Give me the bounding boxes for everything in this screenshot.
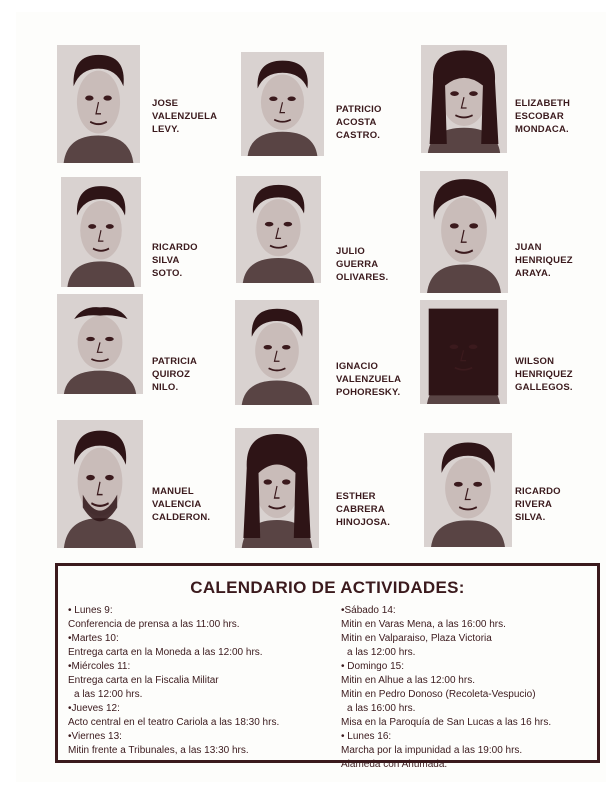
portrait-photo xyxy=(235,428,319,548)
person-name-line: NILO. xyxy=(152,382,179,393)
calendar-day-heading: •Jueves 12: xyxy=(68,703,120,714)
person-name-line: IGNACIO xyxy=(336,361,379,372)
calendar-column-left xyxy=(68,604,338,758)
calendar-activity: Conferencia de prensa a las 11:00 hrs. xyxy=(68,619,240,630)
calendar-day-heading: • Lunes 16: xyxy=(341,731,392,742)
calendar-activity: a las 16:00 hrs. xyxy=(347,703,416,714)
calendar-activity: Alameda con Ahumada. xyxy=(341,759,448,770)
portrait-photo xyxy=(57,45,140,163)
person-name xyxy=(336,103,382,142)
person-name-line: WILSON xyxy=(515,356,555,367)
person-name-line: ESCOBAR xyxy=(515,111,564,122)
person-name-line: CALDERON. xyxy=(152,512,211,523)
calendar-title: CALENDARIO DE ACTIVIDADES: xyxy=(190,578,465,597)
calendar-activity: Entrega carta en la Fiscalia Militar xyxy=(68,675,219,686)
person-name-line: LEVY. xyxy=(152,124,180,135)
person-name-line: JULIO xyxy=(336,246,365,257)
person-name xyxy=(515,241,573,280)
person-name-line: PATRICIO xyxy=(336,104,382,115)
portrait-photo xyxy=(61,177,141,287)
person-name xyxy=(152,485,210,524)
calendar-activity: Mitin en Pedro Donoso (Recoleta-Vespucio) xyxy=(341,689,536,700)
person-name-line: MANUEL xyxy=(152,486,194,497)
person-name-line: SILVA xyxy=(152,255,180,266)
calendar-activity: Mitin en Valparaiso, Plaza Victoria xyxy=(341,633,492,644)
portrait-photo xyxy=(57,420,143,548)
person-name-line: VALENCIA xyxy=(152,499,202,510)
portrait-photo xyxy=(236,176,321,283)
person-name xyxy=(515,355,573,394)
calendar-day-heading: •Miércoles 11: xyxy=(68,661,131,672)
person-name-line: CASTRO. xyxy=(336,130,381,141)
person-name-line: PATRICIA xyxy=(152,356,198,367)
calendar-activity: Misa en la Paroquía de San Lucas a las 16 hrs. xyxy=(341,717,552,728)
person-name-line: JUAN xyxy=(515,242,542,253)
person-name-line: GUERRA xyxy=(336,259,379,270)
calendar-activity: Mitin en Alhue a las 12:00 hrs. xyxy=(341,675,475,686)
person-name xyxy=(515,97,570,136)
person-name xyxy=(152,97,217,136)
person-name-line: HINOJOSA. xyxy=(336,517,391,528)
calendar-day-heading: •Martes 10: xyxy=(68,633,119,644)
person-name-line: ACOSTA xyxy=(336,117,377,128)
person-name-line: OLIVARES. xyxy=(336,272,389,283)
person-name-line: RICARDO xyxy=(515,486,561,497)
person-name-line: RICARDO xyxy=(152,242,198,253)
person-name-line: ESTHER xyxy=(336,491,376,502)
portrait-photo xyxy=(421,45,507,153)
person-name-line: GALLEGOS. xyxy=(515,382,573,393)
person-name-line: RIVERA xyxy=(515,499,553,510)
person-name-line: SILVA. xyxy=(515,512,546,523)
calendar-activity: a las 12:00 hrs. xyxy=(347,647,416,658)
person-name-line: MONDACA. xyxy=(515,124,569,135)
calendar-activity: Acto central en el teatro Cariola a las 18:30 hrs. xyxy=(68,717,280,728)
calendar-activity: Marcha por la impunidad a las 19:00 hrs. xyxy=(341,745,523,756)
person-name xyxy=(336,490,390,529)
person-name xyxy=(152,241,198,280)
person-name xyxy=(336,245,388,284)
person-name-line: HENRIQUEZ xyxy=(515,255,573,266)
portrait-photo xyxy=(235,300,319,405)
calendar-day-heading: • Lunes 9: xyxy=(68,605,113,616)
person-name-line: JOSE xyxy=(152,98,179,109)
calendar-column-right xyxy=(341,604,596,772)
person-name-line: QUIROZ xyxy=(152,369,191,380)
portrait-photo xyxy=(424,433,512,547)
calendar-activity: a las 12:00 hrs. xyxy=(74,689,143,700)
person-name-line: HENRIQUEZ xyxy=(515,369,573,380)
person-name-line: ARAYA. xyxy=(515,268,551,279)
calendar-day-heading: •Sábado 14: xyxy=(341,605,396,616)
calendar-day-heading: • Domingo 15: xyxy=(341,661,404,672)
person-name xyxy=(515,485,561,524)
person-name xyxy=(152,355,197,394)
person-name-line: VALENZUELA xyxy=(336,374,402,385)
portrait-photo xyxy=(420,300,507,404)
person-name xyxy=(336,360,401,399)
portrait-photo xyxy=(420,171,508,293)
person-name-line: ELIZABETH xyxy=(515,98,571,109)
portrait-photo xyxy=(241,52,324,156)
person-name-line: POHORESKY. xyxy=(336,387,401,398)
calendar-activity: Mitin en Varas Mena, a las 16:00 hrs. xyxy=(341,619,506,630)
calendar-day-heading: •Viernes 13: xyxy=(68,731,122,742)
person-name-line: SOTO. xyxy=(152,268,183,279)
calendar-activity: Mitin frente a Tribunales, a las 13:30 hrs. xyxy=(68,745,249,756)
person-name-line: VALENZUELA xyxy=(152,111,218,122)
calendar-box xyxy=(55,563,600,770)
portrait-photo xyxy=(57,294,143,394)
person-name-line: CABRERA xyxy=(336,504,385,515)
calendar-activity: Entrega carta en la Moneda a las 12:00 hrs. xyxy=(68,647,263,658)
